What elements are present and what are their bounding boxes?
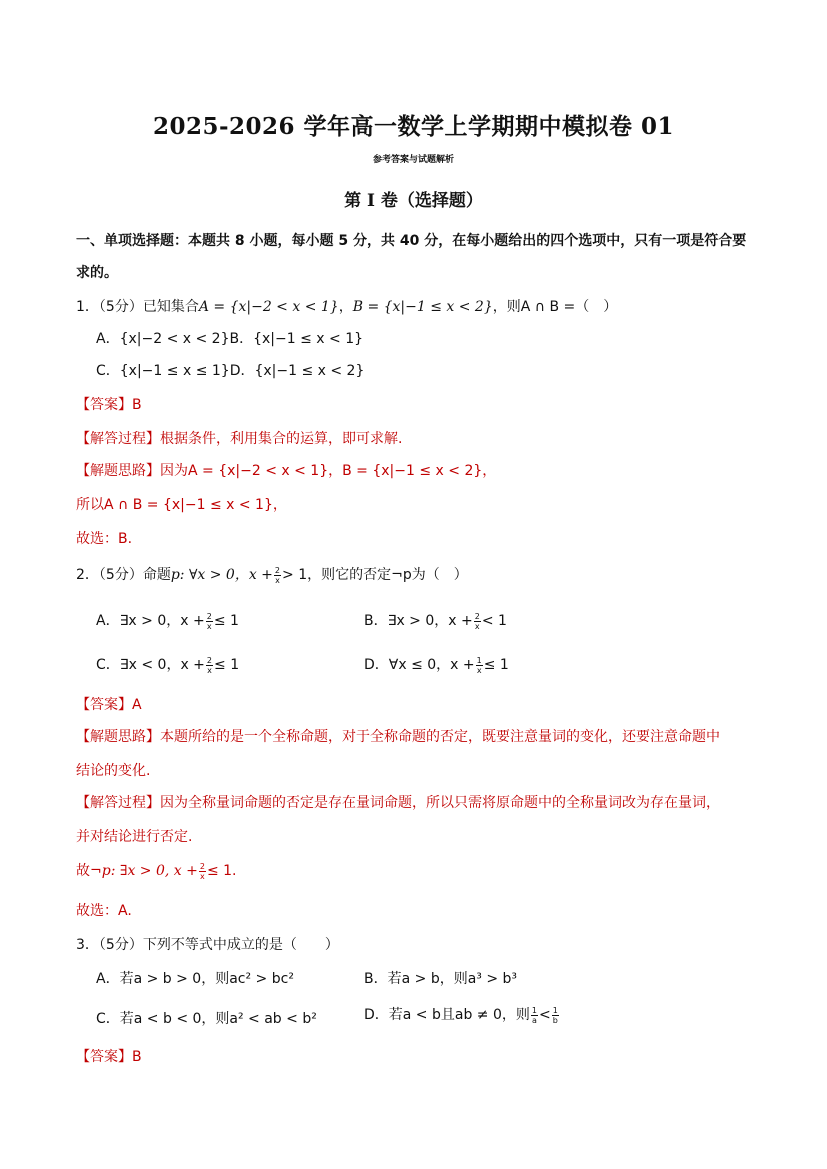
q2-stem-suffix: > 1，则它的否定¬p为（ ）: [282, 567, 468, 583]
q1-idea-label: 【解题思路】: [76, 463, 160, 479]
q2-choose: 故选：A.: [76, 903, 132, 919]
page-title: 2025-2026 学年高一数学上学期期中模拟卷 01: [152, 113, 675, 140]
q1-set-a: A = {x|−2 < x < 1}: [198, 299, 339, 315]
q2-option-a: [96, 610, 239, 631]
q2-process-line1: [76, 792, 720, 812]
q3-option-b: B．若a > b，则a³ > b³: [364, 971, 518, 987]
q2-option-a-fraction: [206, 612, 213, 631]
q1-option-c: C．{x|−1 ≤ x ≤ 1}: [96, 363, 230, 379]
q1-option-d: D．{x|−1 ≤ x < 2}: [229, 363, 365, 379]
q1-stem-prefix: 1．（5分）已知集合: [76, 299, 199, 315]
fraction-denominator: b: [552, 1015, 558, 1025]
fraction-numerator: 1: [552, 1005, 558, 1015]
q2-option-d-tail: ≤ 1: [483, 657, 509, 673]
fraction-numerator: 1: [531, 1005, 537, 1015]
fraction-denominator: x: [275, 575, 280, 585]
q2-idea-text1: 本题所给的是一个全称命题，对于全称命题的否定，既要注意量词的变化，还要注意命题中: [160, 729, 720, 745]
q3-option-a: A．若a > b > 0，则ac² > bc²: [96, 971, 294, 987]
fraction-denominator: x: [474, 621, 480, 631]
q2-option-d-text: D．∀x ≤ 0，x +: [364, 657, 475, 673]
fraction-denominator: a: [531, 1015, 537, 1025]
q2-option-b-fraction: [474, 612, 481, 631]
q2-option-a-text: A．∃x > 0，x +: [96, 613, 205, 629]
q2-conclusion-fraction: [199, 862, 206, 881]
q1-process-label: 【解答过程】: [76, 431, 160, 447]
q2-option-c-text: C．∃x < 0，x +: [96, 657, 205, 673]
q2-option-b-tail: < 1: [481, 613, 507, 629]
q1-stem: 1．（5分）已知集合A = {x|−2 < x < 1}，B = {x|−1 ≤ x < 2}，则A ∩ B =（ ）: [76, 299, 618, 315]
page-subtitle: 参考答案与试题解析: [372, 155, 454, 165]
q1-conclusion: 所以A ∩ B = {x|−1 ≤ x < 1}，: [76, 497, 287, 513]
volume-heading: 第 I 卷（选择题）: [344, 191, 483, 211]
q2-conclusion-expr: ¬p: ∃x > 0, x +: [90, 863, 198, 879]
q3-option-d-text: D．若a < b且ab ≠ 0，则: [364, 1007, 530, 1023]
q2-option-b: [364, 610, 507, 631]
q2-answer: 【答案】A: [76, 697, 142, 713]
q2-stem-expr: p: ∀x > 0，x +: [170, 567, 273, 583]
q2-option-c: [96, 654, 239, 675]
q2-option-c-fraction: [206, 656, 213, 675]
q1-set-b: B = {x|−1 ≤ x < 2}: [352, 299, 493, 315]
q2-stem-fraction: [274, 566, 281, 585]
q2-conclusion: [76, 860, 237, 881]
fraction-denominator: x: [207, 665, 212, 675]
q2-stem: [76, 564, 468, 585]
q2-option-d: [364, 654, 509, 675]
q3-option-c: C．若a < b < 0，则a² < ab < b²: [96, 1011, 317, 1027]
section-heading-line2: 求的。: [76, 265, 118, 281]
q1-option-b: B．{x|−1 ≤ x < 1}: [229, 331, 364, 347]
q2-option-c-tail: ≤ 1: [214, 657, 240, 673]
fraction-numerator: 2: [199, 861, 205, 871]
q2-stem-prefix: 2．（5分）命题: [76, 567, 171, 583]
q1-option-a: A．{x|−2 < x < 2}: [96, 331, 230, 347]
fraction-denominator: x: [476, 665, 482, 675]
q1-idea: [76, 460, 496, 480]
q3-answer: 【答案】B: [76, 1049, 142, 1065]
q3-option-d-fraction-a: [531, 1006, 538, 1025]
q1-process-text: 根据条件，利用集合的运算，即可求解.: [160, 431, 403, 447]
fraction-denominator: x: [206, 621, 212, 631]
fraction-denominator: x: [200, 871, 205, 881]
q2-idea-line2: 结论的变化.: [76, 763, 151, 779]
fraction-numerator: 1: [476, 655, 482, 665]
q1-answer: 【答案】B: [76, 397, 142, 413]
fraction-numerator: 2: [206, 655, 213, 665]
q2-option-b-text: B．∃x > 0，x +: [364, 613, 473, 629]
q2-conclusion-tail: ≤ 1.: [206, 863, 237, 879]
fraction-numerator: 2: [474, 611, 480, 621]
section-heading-line1: 一、单项选择题：本题共 8 小题，每小题 5 分，共 40 分，在每小题给出的四个选项中，只有一项是符合要: [76, 233, 747, 249]
fraction-numerator: 2: [206, 611, 212, 621]
q3-option-d-fraction-b: [552, 1006, 559, 1025]
q2-process-line2: 并对结论进行否定.: [76, 829, 193, 845]
q2-conclusion-prefix: 故: [76, 863, 90, 879]
q2-idea-line1: [76, 726, 720, 746]
q1-choose: 故选：B.: [76, 531, 133, 547]
q1-options-ab: [96, 328, 363, 348]
q1-options-cd: [96, 360, 364, 380]
q3-option-d-lt: <: [538, 1007, 551, 1023]
q3-stem: 3．（5分）下列不等式中成立的是（ ）: [76, 937, 339, 953]
q2-idea-label: 【解题思路】: [76, 729, 160, 745]
q2-process-text1: 因为全称量词命题的否定是存在量词命题，所以只需将原命题中的全称量词改为存在量词，: [160, 795, 720, 811]
q1-idea-text: 因为A = {x|−2 < x < 1}，B = {x|−1 ≤ x < 2}，: [160, 463, 497, 479]
q1-stem-suffix: ，则A ∩ B =（ ）: [492, 299, 618, 315]
q1-process: [76, 428, 402, 448]
q3-option-d: [364, 1004, 560, 1025]
q2-option-d-fraction: [476, 656, 483, 675]
q2-option-a-tail: ≤ 1: [213, 613, 239, 629]
q2-process-label: 【解答过程】: [76, 795, 160, 811]
fraction-numerator: 2: [274, 565, 281, 575]
